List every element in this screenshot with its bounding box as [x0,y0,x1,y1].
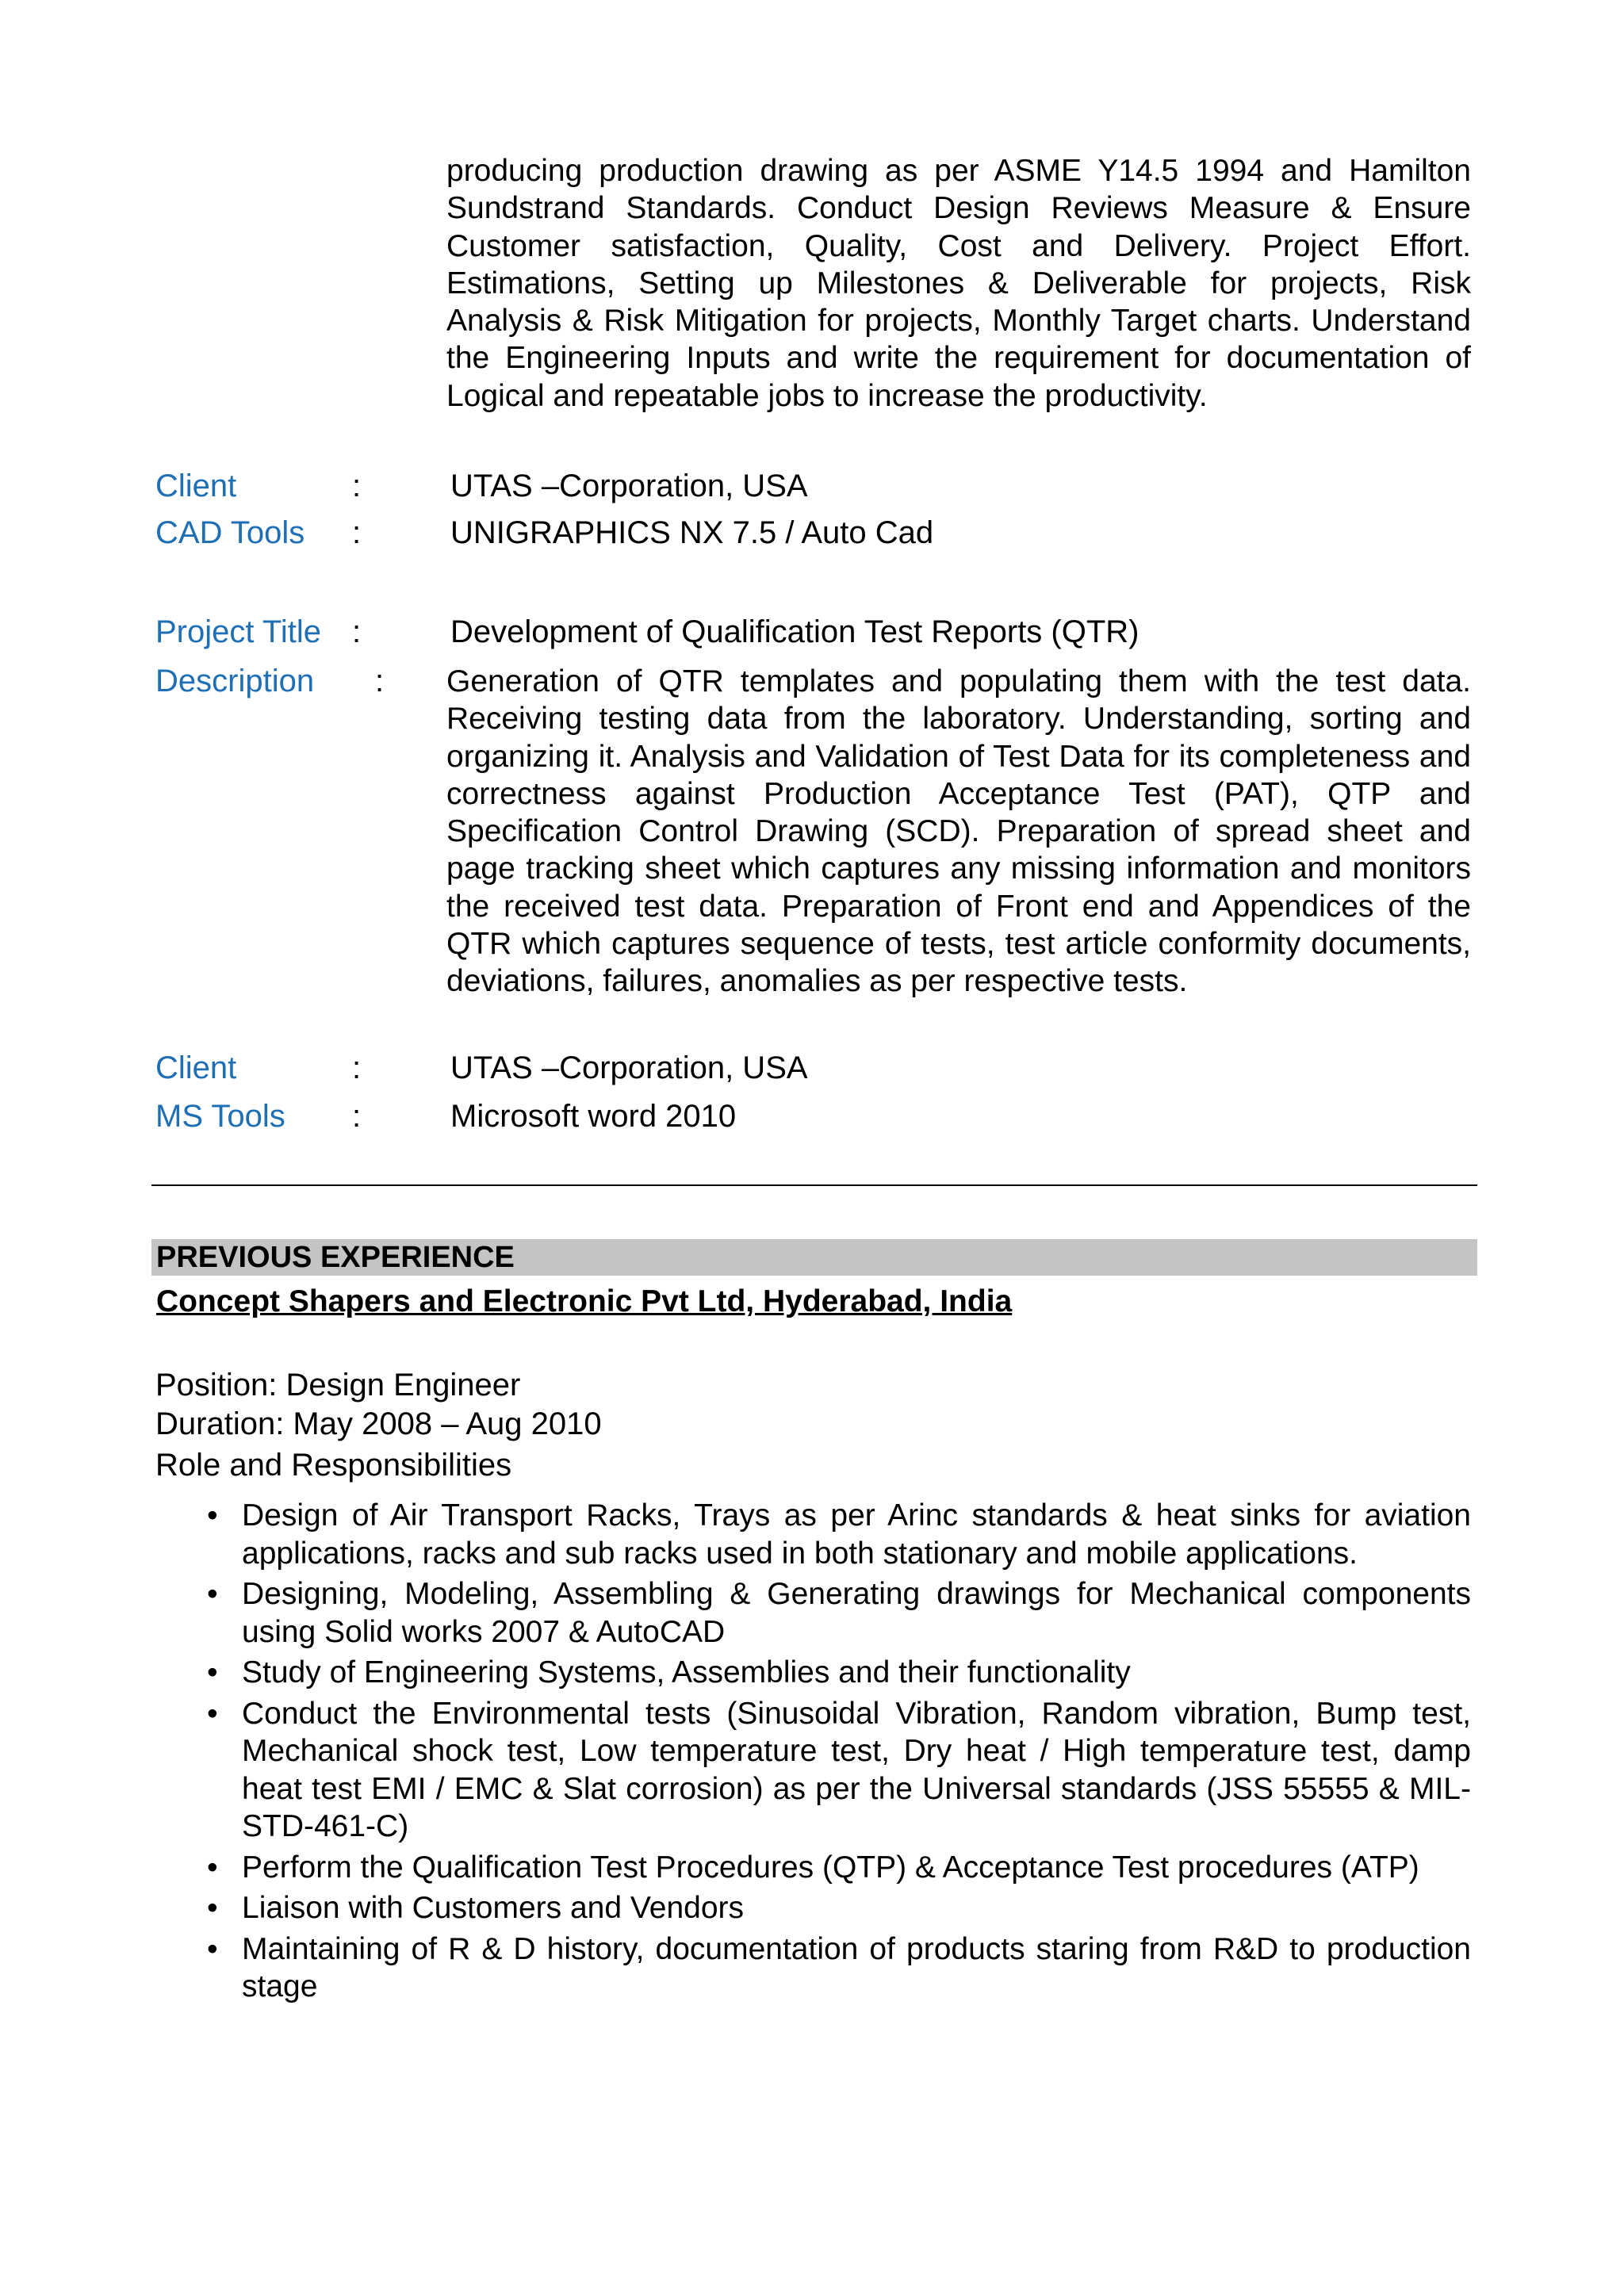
project2-title-value: Development of Qualification Test Reports (QTR) [450,614,1139,649]
list-item-text: Study of Engineering Systems, Assemblies and their functionality [242,1655,1131,1689]
project2-description-value: Generation of QTR templates and populating them with the test data. Receiving testing data from the laboratory. Understanding, sorting and organizing it. Analysis and Validation of Test Data for its completeness and correctness against Production Acceptance Test (PAT), QTP and Specification Control Drawing (SCD). Preparation of spread sheet and page tracking sheet which captures any missing information and monitors the received test data. Preparation of Front end and Appendices of the QTR which captures sequence of tests, test article conformity documents, deviations, failures, anomalies as per respective tests. [446,664,1471,999]
project1-cad-tools-colon: : [352,515,362,550]
bullet-icon: • [207,1655,218,1689]
duration-line: Duration: May 2008 – Aug 2010 [155,1406,602,1441]
project1-client-label: Client [155,469,237,503]
list-item [202,1849,1471,1887]
project2-title-colon: : [352,614,362,649]
list-item-text: Liaison with Customers and Vendors [242,1891,745,1925]
bullet-icon: • [207,1931,218,1966]
position-line: Position: Design Engineer [155,1368,521,1402]
list-item [202,1695,1471,1846]
project1-client-colon: : [352,469,362,503]
list-item [202,1575,1471,1651]
project2-description-label: Description [155,664,315,698]
list-item [202,1497,1471,1572]
list-item [202,1654,1471,1692]
previous-experience-banner [151,1239,1477,1276]
section-divider [151,1184,1477,1186]
list-item-text: Design of Air Transport Racks, Trays as per Arinc standards & heat sinks for aviation applications, racks and sub racks used in both stationary and mobile applications. [242,1498,1471,1571]
list-item-text: Maintaining of R & D history, documentation of products staring from R&D to production stage [242,1931,1471,2003]
project2-ms-tools-value: Microsoft word 2010 [450,1099,737,1134]
project2-client-colon: : [352,1050,362,1085]
list-item-text: Conduct the Environmental tests (Sinusoidal Vibration, Random vibration, Bump test, Mechanical shock test, Low temperature test, Dry heat / High temperature test, damp heat test EMI / EMC & Slat corrosion) as per the Universal standards (JSS 55555 & MIL-STD-461-C) [242,1696,1471,1843]
bullet-icon: • [207,1891,218,1925]
company-name: Concept Shapers and Electronic Pvt Ltd, Hyderabad, India [156,1284,1013,1318]
list-item [202,1931,1471,2006]
list-item-text: Perform the Qualification Test Procedures (QTP) & Acceptance Test procedures (ATP) [242,1850,1419,1885]
previous-experience-heading: PREVIOUS EXPERIENCE [156,1241,515,1274]
project2-client-label: Client [155,1050,237,1085]
list-item-text: Designing, Modeling, Assembling & Generating drawings for Mechanical components using Solid works 2007 & AutoCAD [242,1577,1471,1649]
project2-ms-tools-colon: : [352,1099,362,1134]
project2-client-value: UTAS –Corporation, USA [450,1050,808,1085]
responsibilities-list [202,1497,1471,2009]
project2-description-colon: : [375,664,385,698]
bullet-icon: • [207,1577,218,1611]
project1-cad-tools-value: UNIGRAPHICS NX 7.5 / Auto Cad [450,515,934,550]
intro-paragraph: producing production drawing as per ASME Y14.5 1994 and Hamilton Sundstrand Standards. Conduct Design Reviews Measure & Ensure Customer satisfaction, Quality, Cost and Delivery. Project Effort. Estimations, Setting up Milestones & Deliverable for projects, Risk Analysis & Risk Mitigation for projects, Monthly Target charts. Understand the Engineering Inputs and write the requirement for documentation of Logical and repeatable jobs to increase the productivity. [446,154,1471,413]
project2-title-label: Project Title [155,614,321,649]
project1-client-value: UTAS –Corporation, USA [450,469,808,503]
bullet-icon: • [207,1498,218,1533]
role-heading: Role and Responsibilities [155,1448,512,1483]
project2-ms-tools-label: MS Tools [155,1099,285,1134]
bullet-icon: • [207,1850,218,1885]
bullet-icon: • [207,1696,218,1731]
list-item [202,1889,1471,1927]
project1-cad-tools-label: CAD Tools [155,515,305,550]
